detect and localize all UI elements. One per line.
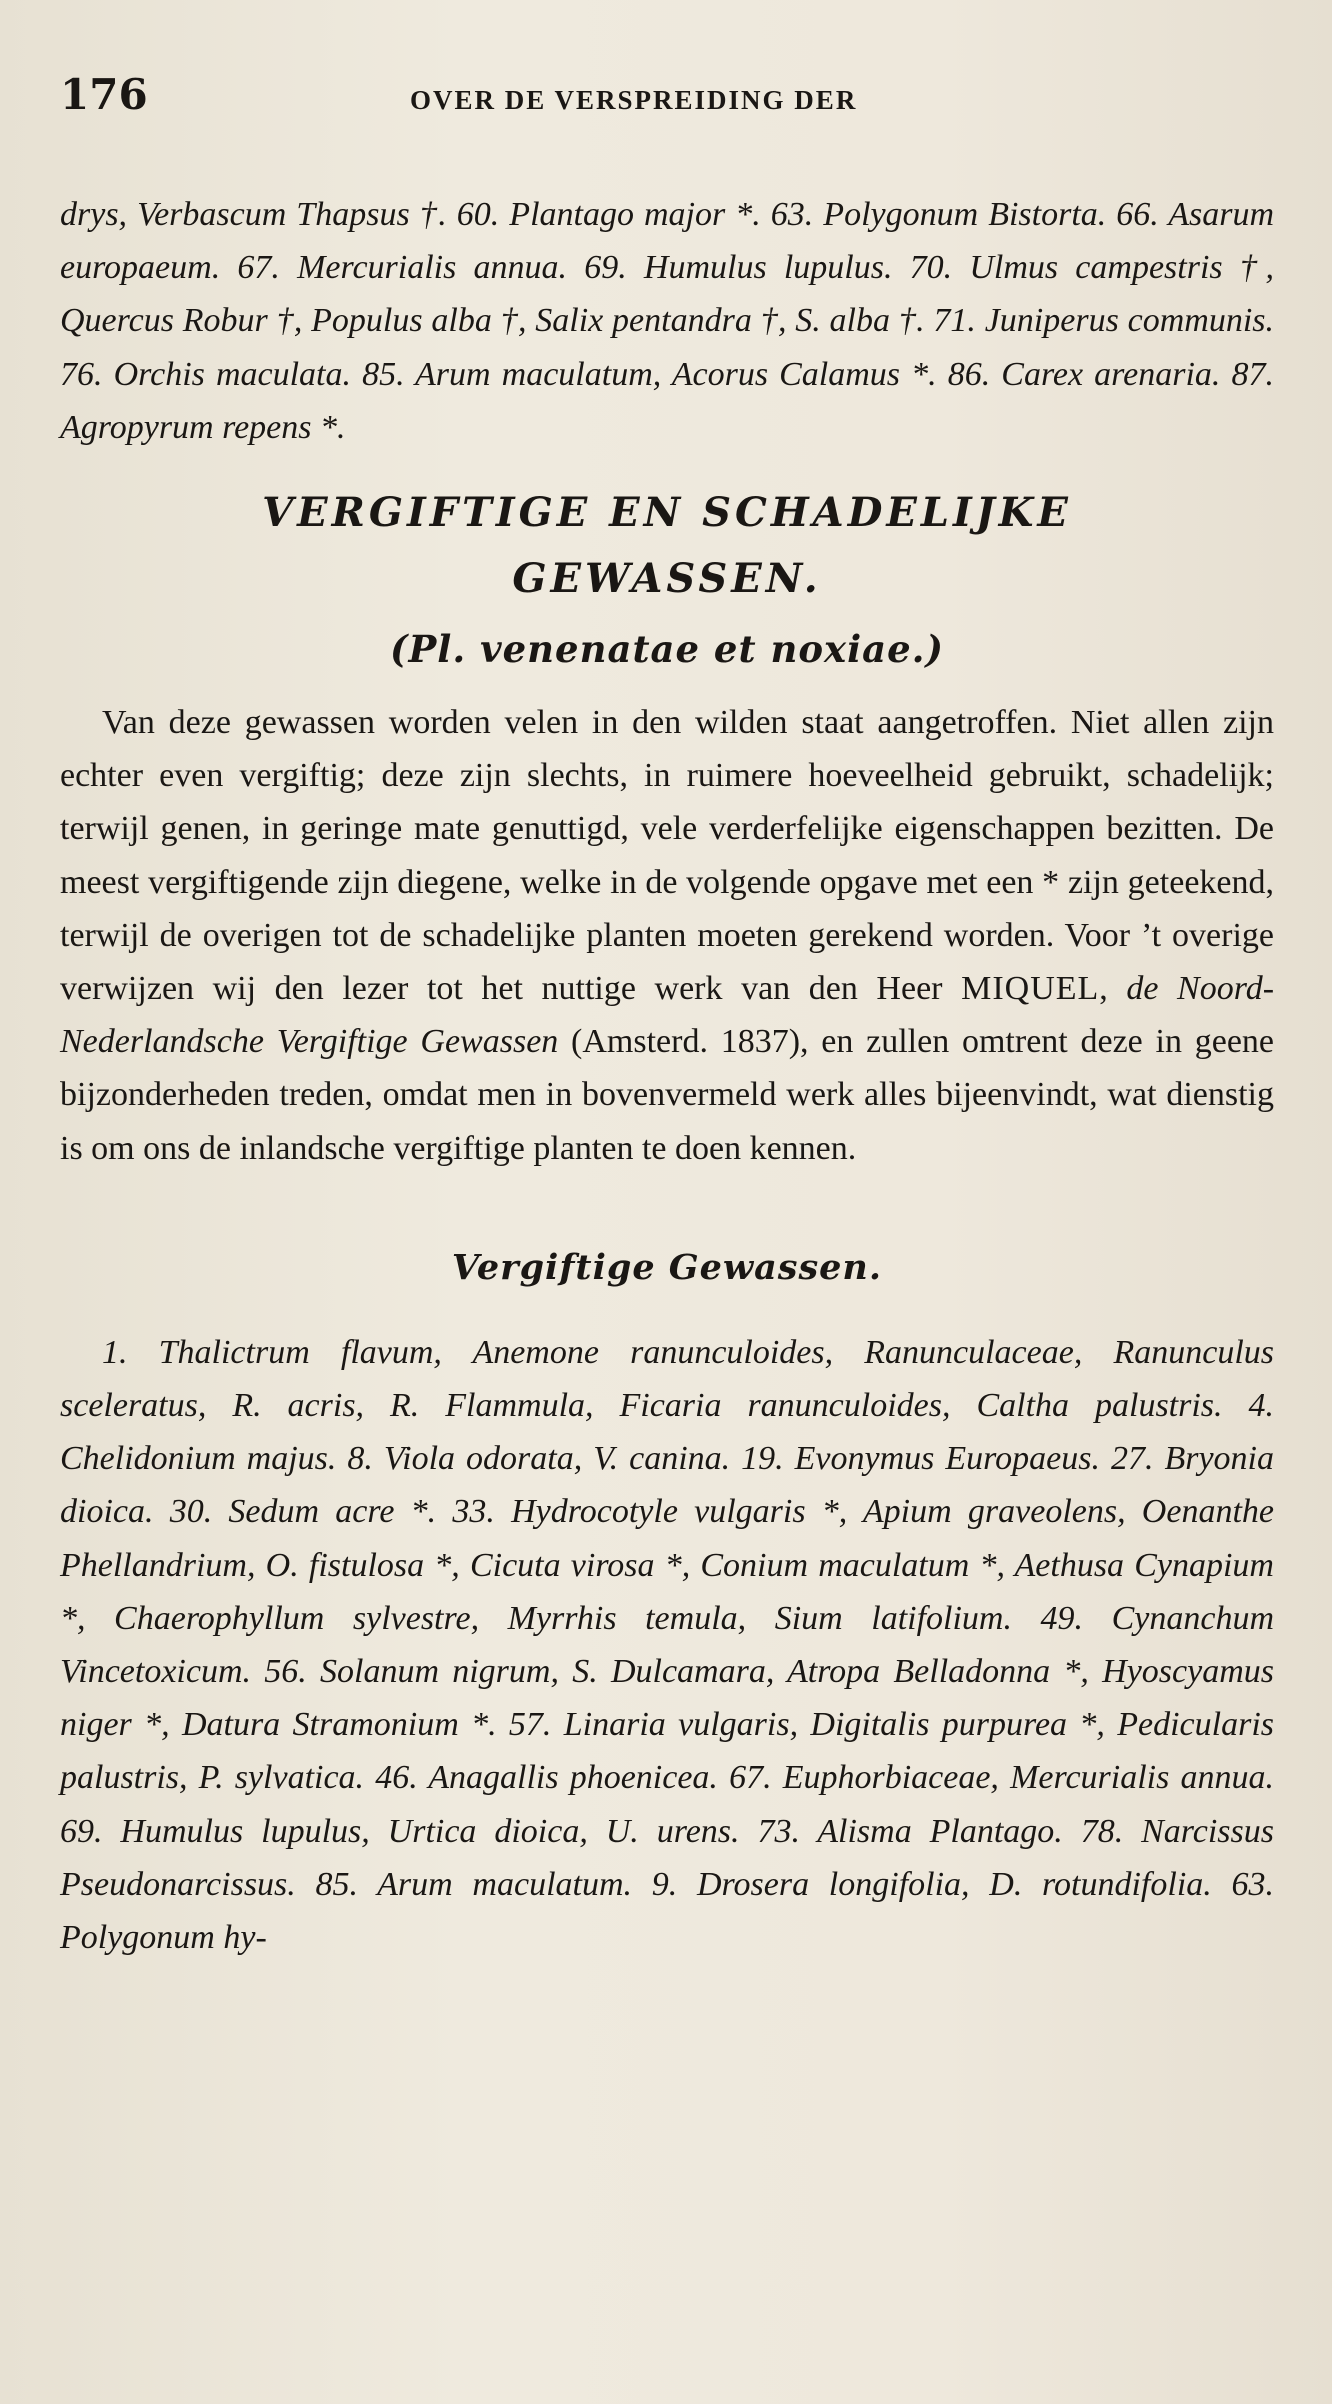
subheading-vergiftige-gewassen: Vergiftige Gewassen. bbox=[451, 1246, 883, 1288]
section-latin-subtitle: (Pl. venenatae et noxiae.) bbox=[389, 627, 945, 672]
running-head: OVER DE VERSPREIDING DER bbox=[410, 85, 858, 115]
page-number: 176 bbox=[60, 70, 148, 119]
section-title-line-1: VERGIFTIGE EN SCHADELIJKE bbox=[262, 489, 1072, 537]
section-title-line-2: GEWASSEN. bbox=[512, 555, 822, 603]
intro-text-part-1: Van deze gewassen worden velen in den wilden staat aangetroffen. Niet allen zijn echter even vergiftig; deze zijn slechts, in ruimere hoeveelheid gebruikt, schadelijk; terwijl genen, in geringe mate genuttigd, vele verderfelijke eigenschappen bezitten. De meest vergiftigende zijn diegene, welke in de volgende opgave met een * zijn geteekend, terwijl de overigen tot de schadelijke planten moeten gerekend worden. Voor ’t overige verwijzen wij den lezer tot het nuttige werk van den Heer bbox=[60, 704, 1274, 1008]
poisonous-species-list: 1. Thalictrum flavum, Anemone ranunculoides, Ranunculaceae, Ranunculus sceleratus, R. acris, R. Flammula, Ficaria ranunculoides, Caltha palustris. 4. Chelidonium majus. 8. Viola odorata, V. canina. 19. Evonymus Europaeus. 27. Bryonia dioica. 30. Sedum acre *. 33. Hydrocotyle vulgaris *, Apium graveolens, Oenanthe Phellandrium, O. fistulosa *, Cicuta virosa *, Conium maculatum *, Aethusa Cynapium *, Chaerophyllum sylvestre, Myrrhis temula, Sium latifolium. 49. Cynanchum Vincetoxicum. 56. Solanum nigrum, S. Dulcamara, Atropa Belladonna *, Hyoscyamus niger *, Datura Stramonium *. 57. Linaria vulgaris, Digitalis purpurea *, Pedicularis palustris, P. sylvatica. 46. Anagallis phoenicea. 67. Euphorbiaceae, Mercurialis annua. 69. Humulus lupulus, Urtica dioica, U. urens. 73. Alisma Plantago. 78. Narcissus Pseudonarcissus. 85. Arum maculatum. 9. Drosera longifolia, D. rotundifolia. 63. Polygonum hy- bbox=[60, 1333, 1274, 1957]
section-title bbox=[60, 480, 1274, 682]
continued-species-list: drys, Verbascum Thapsus †. 60. Plantago major *. 63. Polygonum Bistorta. 66. Asarum europaeum. 67. Mercurialis annua. 69. Humulus lupulus. 70. Ulmus campestris †, Quercus Robur †, Populus alba †, Salix pentandra †, S. alba †. 71. Juniperus communis. 76. Orchis maculata. 85. Arum maculatum, Acorus Calamus *. 86. Carex arenaria. 87. Agropyrum repens *. bbox=[60, 196, 1274, 446]
book-title: de Noord-Nederlandsche Vergiftige Gewassen bbox=[60, 970, 1275, 1061]
intro-text-part-2: (Amsterd. 1837), en zullen omtrent deze in geene bijzonderheden treden, omdat men in bovenvermeld werk alles bijeenvindt, wat dienstig is om ons de inlandsche vergiftige planten te doen kennen. bbox=[60, 1023, 1274, 1167]
page-header bbox=[60, 70, 1274, 132]
intro-paragraph bbox=[60, 696, 1274, 1175]
author-name: MIQUEL bbox=[961, 970, 1100, 1008]
author-comma: , bbox=[1099, 970, 1108, 1008]
